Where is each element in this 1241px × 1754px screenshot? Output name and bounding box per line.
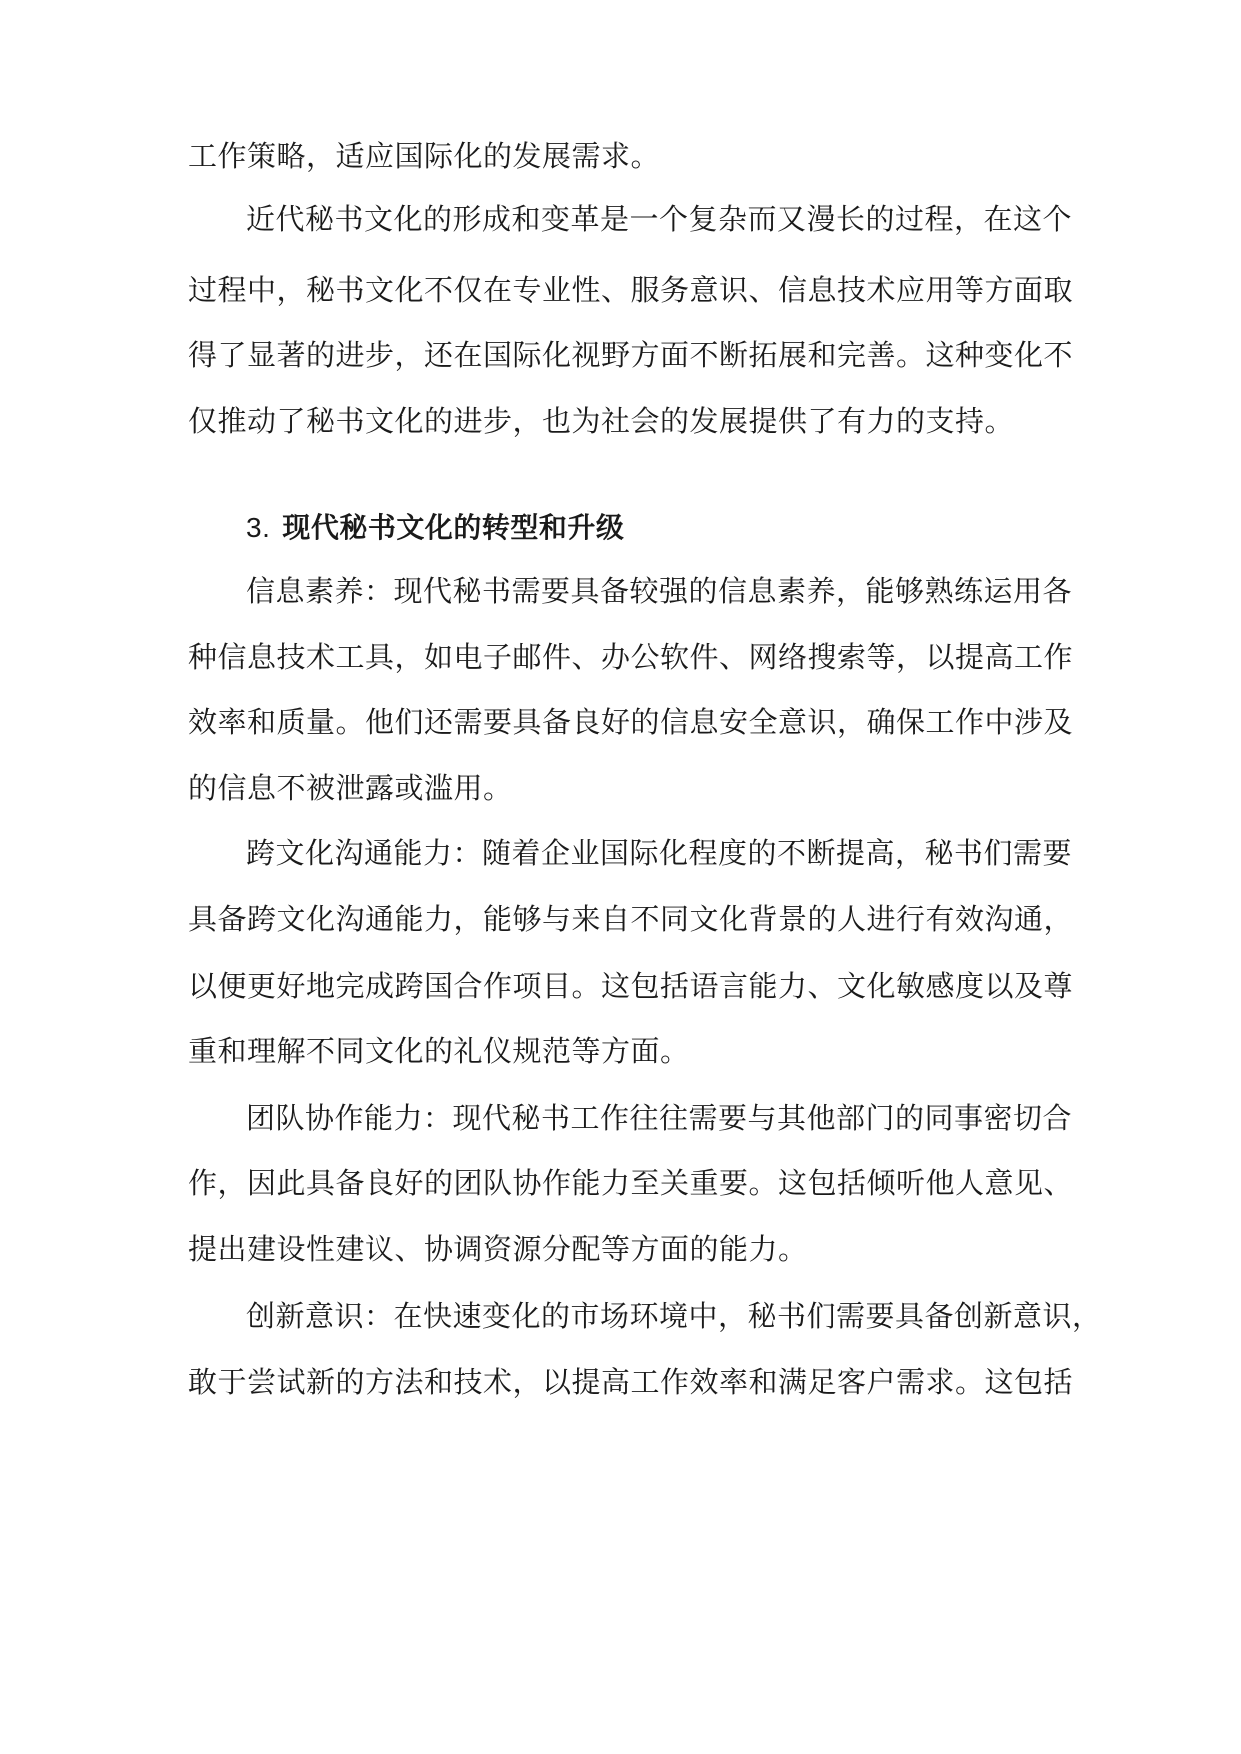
section-number: 3. — [246, 512, 271, 543]
text-line: 创新意识：在快速变化的市场环境中，秘书们需要具备创新意识， — [246, 1299, 1102, 1333]
text-line: 以便更好地完成跨国合作项目。这包括语言能力、文化敏感度以及尊 — [188, 969, 1074, 1003]
text-line: 作，因此具备良好的团队协作能力至关重要。这包括倾听他人意见、 — [188, 1166, 1074, 1200]
text-line: 近代秘书文化的形成和变革是一个复杂而又漫长的过程，在这个 — [246, 202, 1073, 236]
text-line: 得了显著的进步，还在国际化视野方面不断拓展和完善。这种变化不 — [188, 338, 1074, 372]
text-line: 的信息不被泄露或滥用。 — [188, 771, 513, 805]
text-line: 信息素养：现代秘书需要具备较强的信息素养，能够熟练运用各 — [246, 574, 1073, 608]
section-heading — [246, 508, 624, 548]
text-line: 跨文化沟通能力：随着企业国际化程度的不断提高，秘书们需要 — [246, 836, 1073, 870]
text-line: 提出建设性建议、协调资源分配等方面的能力。 — [188, 1232, 808, 1266]
text-line: 工作策略，适应国际化的发展需求。 — [188, 139, 661, 173]
text-line: 效率和质量。他们还需要具备良好的信息安全意识，确保工作中涉及 — [188, 705, 1074, 739]
text-line: 过程中，秘书文化不仅在专业性、服务意识、信息技术应用等方面取 — [188, 273, 1074, 307]
text-line: 具备跨文化沟通能力，能够与来自不同文化背景的人进行有效沟通， — [188, 902, 1074, 936]
text-line: 种信息技术工具，如电子邮件、办公软件、网络搜索等，以提高工作 — [188, 640, 1074, 674]
text-line: 团队协作能力：现代秘书工作往往需要与其他部门的同事密切合 — [246, 1101, 1073, 1135]
text-line: 仅推动了秘书文化的进步，也为社会的发展提供了有力的支持。 — [188, 404, 1015, 438]
section-title: 现代秘书文化的转型和升级 — [282, 511, 625, 544]
text-line: 重和理解不同文化的礼仪规范等方面。 — [188, 1034, 690, 1068]
text-line: 敢于尝试新的方法和技术，以提高工作效率和满足客户需求。这包括 — [188, 1365, 1074, 1399]
